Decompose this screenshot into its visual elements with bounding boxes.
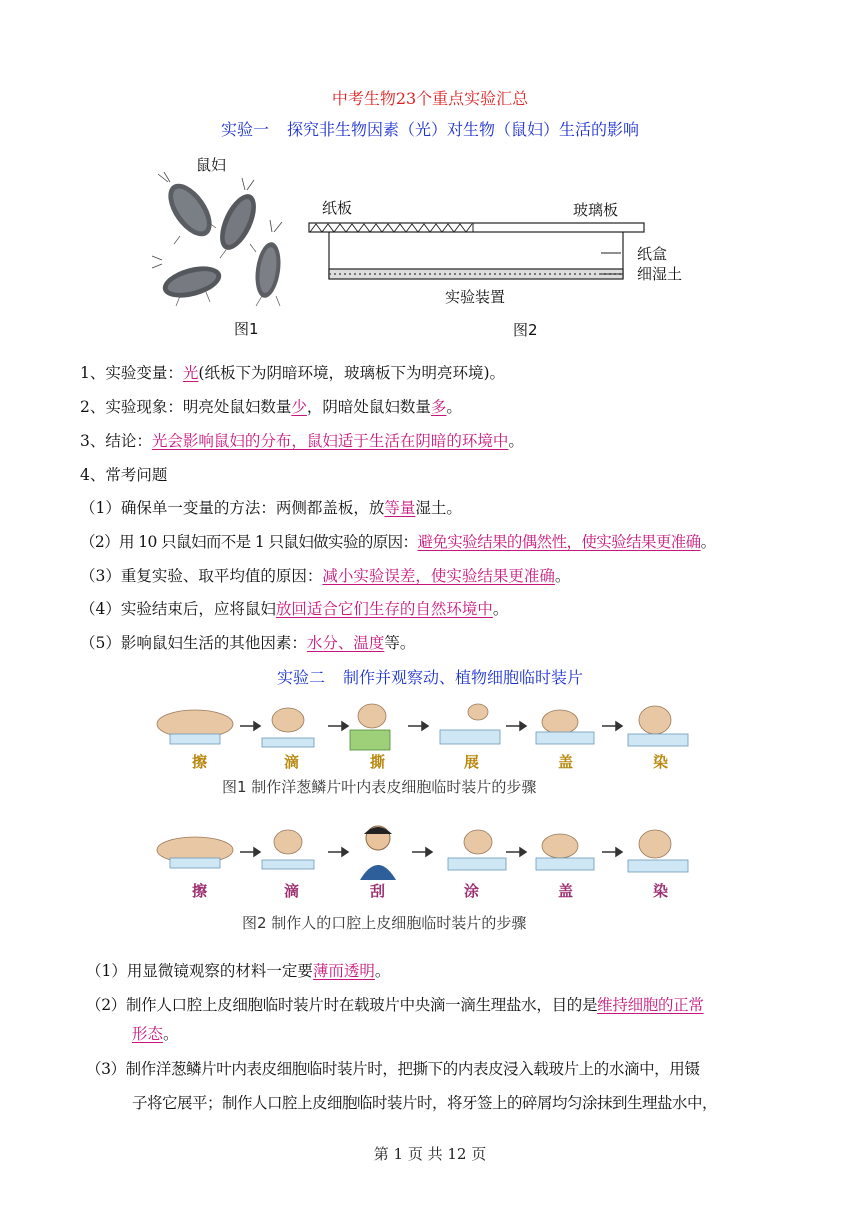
text-line-questions-heading: 4、常考问题 — [80, 466, 168, 484]
text-segment: （5）影响鼠妇生活的其他因素： — [80, 634, 307, 652]
answer-text: 避免实验结果的偶然性，使实验结果更准确 — [417, 533, 701, 551]
figure-2-caption: 图2 — [513, 321, 538, 339]
text-line-p2 — [86, 994, 704, 1016]
text-segment: 。 — [492, 600, 509, 618]
text-line-q4 — [80, 598, 508, 620]
text-line-q3 — [80, 565, 570, 587]
text-line-q1 — [80, 497, 462, 519]
text-segment: 1、实验变量： — [80, 364, 183, 382]
onion-steps-figure — [150, 694, 710, 804]
answer-text: 多 — [430, 398, 447, 416]
text-segment: （4）实验结束后，应将鼠妇 — [80, 600, 276, 618]
text-segment: 。 — [508, 432, 524, 450]
wet-soil-label: 细湿土 — [637, 265, 683, 283]
experiment-2-number: 实验二 — [276, 668, 325, 687]
answer-text: 减小实验误差，使实验结果更准确 — [322, 567, 555, 585]
document-title: 中考生物23个重点实验汇总 — [331, 89, 529, 108]
cheek-step-label: 滴 — [284, 882, 300, 900]
text-segment: 。 — [163, 1025, 179, 1043]
answer-text: 形态 — [132, 1025, 164, 1043]
paper-board-label: 纸板 — [322, 199, 353, 217]
answer-text: 少 — [291, 398, 307, 416]
text-segment: （2）制作人口腔上皮细胞临时装片时在载玻片中央滴一滴生理盐水，目的是 — [86, 996, 598, 1014]
cheek-step-label: 盖 — [558, 882, 574, 900]
text-segment: （1）确保单一变量的方法：两侧都盖板，放 — [80, 499, 385, 517]
text-segment: 。 — [374, 962, 391, 980]
onion-step-label: 染 — [653, 753, 669, 771]
onion-step-label: 展 — [464, 753, 480, 771]
text-segment: （3）重复实验、取平均值的原因： — [80, 567, 323, 585]
answer-text: 放回适合它们生存的自然环境中 — [275, 600, 493, 618]
woodlouse-figure — [150, 150, 300, 340]
text-segment: 。 — [554, 567, 571, 585]
cheek-step-labels — [150, 880, 710, 902]
text-line-variable — [80, 362, 505, 384]
onion-step-label: 盖 — [558, 753, 574, 771]
text-line-q5 — [80, 632, 415, 654]
experiment-1-number: 实验一 — [220, 120, 269, 139]
apparatus-figure — [305, 195, 705, 340]
onion-step-label: 擦 — [192, 753, 208, 771]
cheek-step-label: 擦 — [192, 882, 208, 900]
cheek-step-label: 染 — [653, 882, 669, 900]
cheek-steps-caption: 图2 制作人的口腔上皮细胞临时装片的步骤 — [242, 914, 527, 932]
experiment-2-name: 制作并观察动、植物细胞临时装片 — [343, 668, 584, 687]
text-line-conclusion — [80, 430, 524, 452]
answer-text: 等量 — [384, 499, 416, 517]
answer-text: 光会影响鼠妇的分布，鼠妇适于生活在阴暗的环境中 — [151, 432, 509, 450]
answer-text: 维持细胞的正常 — [597, 996, 704, 1014]
text-line-p1 — [86, 960, 390, 982]
text-segment: (纸板下为阴暗环境，玻璃板下为明亮环境)。 — [198, 364, 505, 382]
paper-box-label: 纸盒 — [637, 245, 668, 263]
cheek-step-label: 刮 — [370, 882, 386, 900]
text-segment: 。 — [700, 533, 716, 551]
answer-text: 光 — [182, 364, 199, 382]
text-line-p3-cont: 子将它展平；制作人口腔上皮细胞临时装片时，将牙签上的碎屑均匀涂抹到生理盐水中， — [132, 1094, 718, 1112]
cheek-step-label: 涂 — [464, 882, 480, 900]
answer-text: 薄而透明 — [312, 962, 375, 980]
experiment-2-heading — [0, 665, 860, 688]
text-segment: （2）用 10 只鼠妇而不是 1 只鼠妇做实验的原因： — [80, 533, 418, 551]
answer-text: 水分、温度 — [306, 634, 385, 652]
woodlouse-illustration — [150, 172, 300, 332]
experiment-1-heading — [0, 117, 860, 140]
text-segment: 湿土。 — [415, 499, 462, 517]
text-line-p2-cont — [132, 1023, 179, 1045]
glass-board-label: 玻璃板 — [573, 201, 619, 219]
onion-step-labels — [150, 751, 710, 773]
onion-steps-caption: 图1 制作洋葱鳞片叶内表皮细胞临时装片的步骤 — [222, 778, 537, 796]
text-segment: （1）用显微镜观察的材料一定要 — [86, 962, 313, 980]
text-line-p3: （3）制作洋葱鳞片叶内表皮细胞临时装片时，把撕下的内表皮浸入载玻片上的水滴中，用镊 — [86, 1060, 700, 1078]
text-segment: 等。 — [384, 634, 416, 652]
apparatus-setup-label: 实验装置 — [445, 288, 506, 306]
text-segment: 3、结论： — [80, 432, 152, 450]
text-line-phenomenon — [80, 396, 462, 418]
page-footer: 第 1 页 共 12 页 — [373, 1145, 487, 1163]
onion-step-label: 撕 — [370, 753, 386, 771]
cheek-steps-illustration — [150, 820, 710, 882]
text-segment: ，阴暗处鼠妇数量 — [306, 398, 431, 416]
text-segment: 。 — [446, 398, 462, 416]
onion-step-label: 滴 — [284, 753, 300, 771]
woodlouse-label: 鼠妇 — [196, 156, 227, 174]
experiment-1-name: 探究非生物因素（光）对生物（鼠妇）生活的影响 — [287, 120, 640, 139]
text-segment: 2、实验现象：明亮处鼠妇数量 — [80, 398, 292, 416]
figure-1-caption: 图1 — [234, 320, 259, 338]
text-line-q2 — [80, 531, 715, 553]
cheek-steps-figure — [150, 820, 710, 940]
